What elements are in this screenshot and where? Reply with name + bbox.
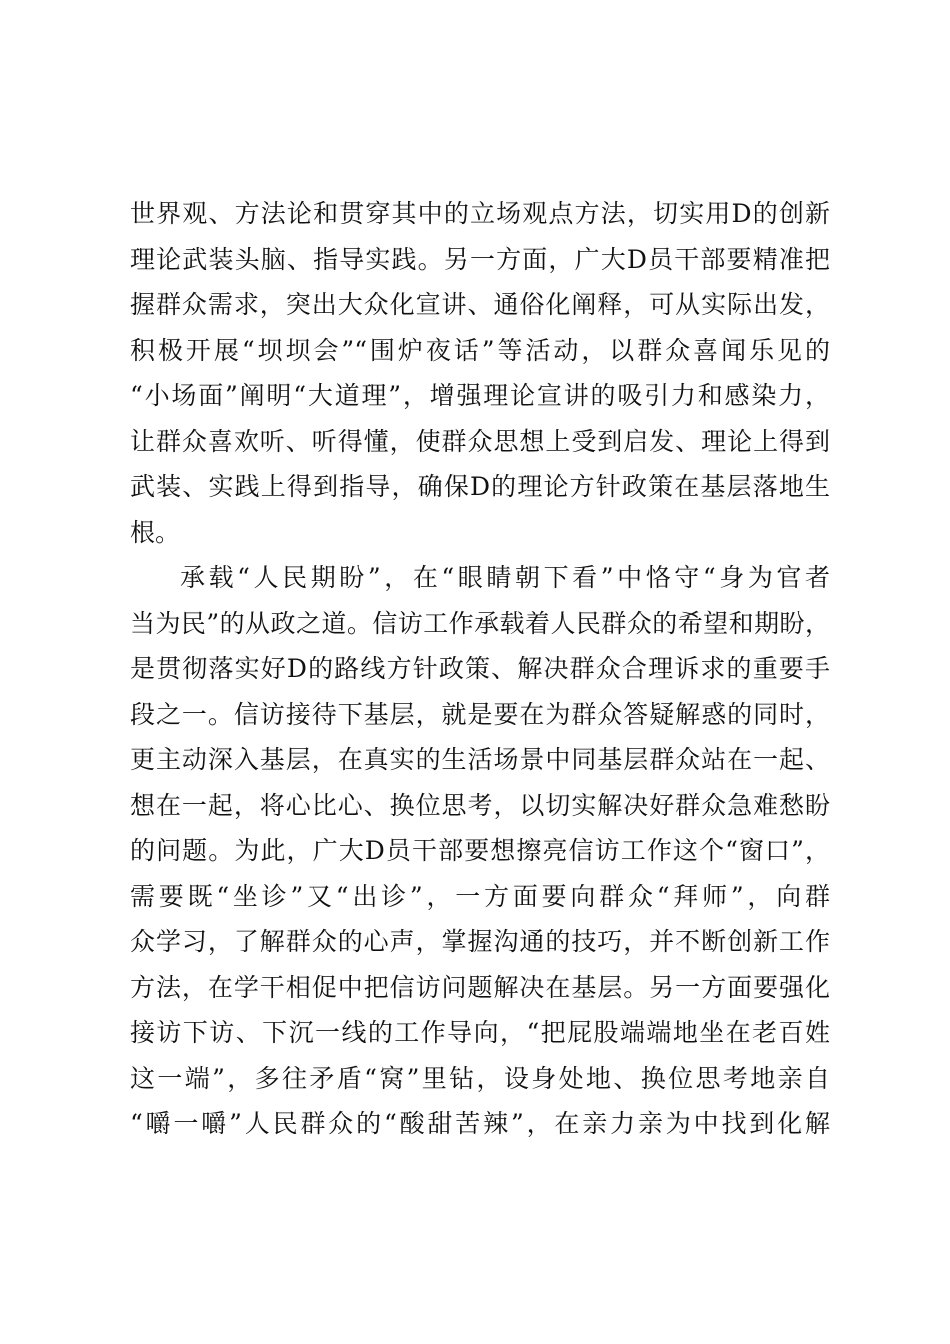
text-line: 段之一。信访接待下基层，就是要在为群众答疑解惑的同时，: [130, 699, 830, 729]
body-text: [130, 191, 830, 1147]
text-line: 方法，在学干相促中把信访问题解决在基层。另一方面要强化: [130, 972, 830, 1002]
text-line: 握群众需求，突出大众化宣讲、通俗化阐释，可从实际出发，: [130, 290, 830, 319]
text-line: 的问题。为此，广大D员干部要想擦亮信访工作这个“窗口”，: [130, 836, 830, 865]
text-line: 理论武装头脑、指导实践。另一方面，广大D员干部要精准把: [130, 244, 830, 274]
paragraph-end-line: 根。: [130, 517, 181, 547]
text-line: 让群众喜欢听、听得懂，使群众思想上受到启发、理论上得到: [130, 426, 830, 456]
text-line: 众学习，了解群众的心声，掌握沟通的技巧，并不断创新工作: [130, 927, 830, 956]
paragraph-start-line: 承载“人民期盼”，在“眼睛朝下看”中恪守“身为官者: [180, 563, 830, 592]
text-line: “小场面”阐明“大道理”，增强理论宣讲的吸引力和感染力，: [130, 381, 830, 410]
text-line: 是贯彻落实好D的路线方针政策、解决群众合理诉求的重要手: [130, 654, 830, 683]
text-line: 武装、实践上得到指导，确保D的理论方针政策在基层落地生: [130, 472, 830, 501]
text-line: 积极开展“坝坝会”“围炉夜话”等活动，以群众喜闻乐见的: [130, 335, 830, 365]
text-line: 接访下访、下沉一线的工作导向，“把屁股端端地坐在老百姓: [130, 1018, 830, 1047]
text-line: 更主动深入基层，在真实的生活场景中同基层群众站在一起、: [130, 745, 830, 774]
text-line: 需要既“坐诊”又“出诊”，一方面要向群众“拜师”，向群: [130, 881, 830, 911]
text-line: “嚼一嚼”人民群众的“酸甜苦辣”，在亲力亲为中找到化解: [130, 1109, 830, 1138]
text-line: 当为民”的从政之道。信访工作承载着人民群众的希望和期盼，: [130, 608, 830, 638]
text-line: 想在一起，将心比心、换位思考，以切实解决好群众急难愁盼: [130, 790, 830, 820]
text-line: 世界观、方法论和贯穿其中的立场观点方法，切实用D的创新: [130, 199, 830, 228]
text-line: 这一端”，多往矛盾“窝”里钻，设身处地、换位思考地亲自: [130, 1063, 830, 1093]
